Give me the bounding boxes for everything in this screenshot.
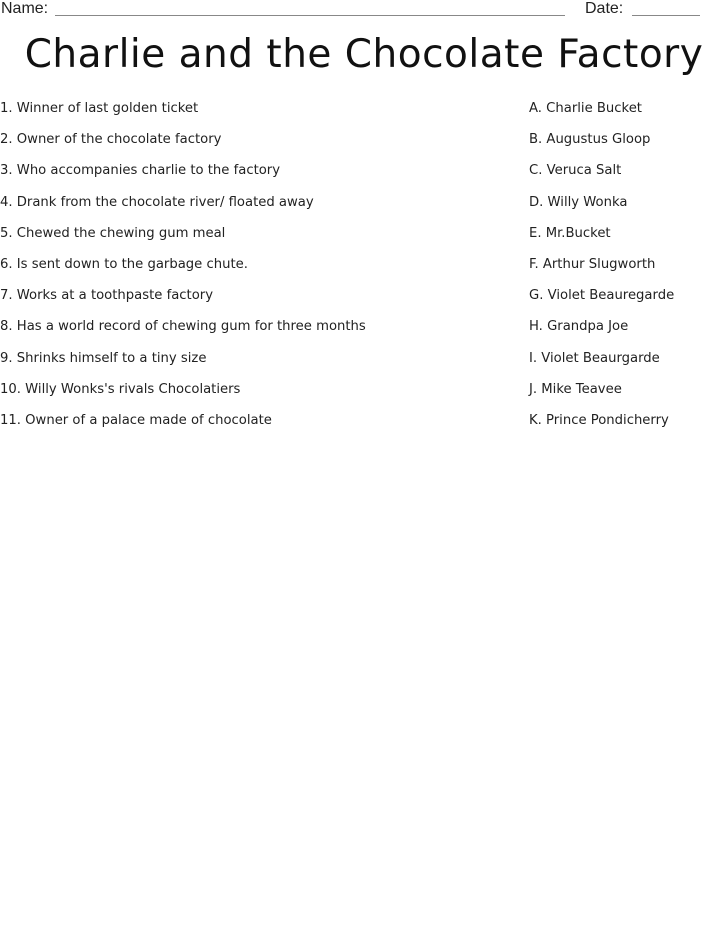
answer-item: J. Mike Teavee: [529, 381, 622, 397]
answer-item: K. Prince Pondicherry: [529, 412, 669, 428]
question-item: 5. Chewed the chewing gum meal: [0, 225, 226, 241]
worksheet-header: [0, 0, 728, 20]
question-item: 11. Owner of a palace made of chocolate: [0, 412, 272, 428]
answer-item: G. Violet Beauregarde: [529, 288, 675, 304]
name-blank-line: [55, 15, 565, 16]
answer-list: [529, 100, 724, 443]
answer-item: B. Augustus Gloop: [529, 132, 651, 148]
question-item: 9. Shrinks himself to a tiny size: [0, 350, 207, 366]
answer-item: E. Mr.Bucket: [529, 225, 611, 241]
answer-item: H. Grandpa Joe: [529, 319, 629, 335]
question-item: 6. Is sent down to the garbage chute.: [0, 256, 248, 272]
question-item: 2. Owner of the chocolate factory: [0, 132, 222, 148]
name-label: Name:: [1, 0, 49, 17]
answer-item: I. Violet Beaurgarde: [529, 350, 660, 366]
date-label: Date:: [585, 0, 624, 17]
answer-item: F. Arthur Slugworth: [529, 256, 656, 272]
question-list: [0, 100, 520, 443]
question-item: 1. Winner of last golden ticket: [0, 101, 199, 116]
question-item: 8. Has a world record of chewing gum for three months: [0, 319, 366, 335]
answer-item: A. Charlie Bucket: [529, 101, 642, 116]
question-item: 7. Works at a toothpaste factory: [0, 288, 214, 304]
date-blank-line: [632, 15, 700, 16]
page-title: Charlie and the Chocolate Factory: [24, 32, 704, 77]
question-item: 10. Willy Wonks's rivals Chocolatiers: [0, 381, 241, 397]
answer-item: D. Willy Wonka: [529, 194, 628, 210]
question-item: 4. Drank from the chocolate river/ floated away: [0, 194, 314, 210]
question-item: 3. Who accompanies charlie to the factory: [0, 163, 281, 179]
answer-item: C. Veruca Salt: [529, 163, 622, 179]
